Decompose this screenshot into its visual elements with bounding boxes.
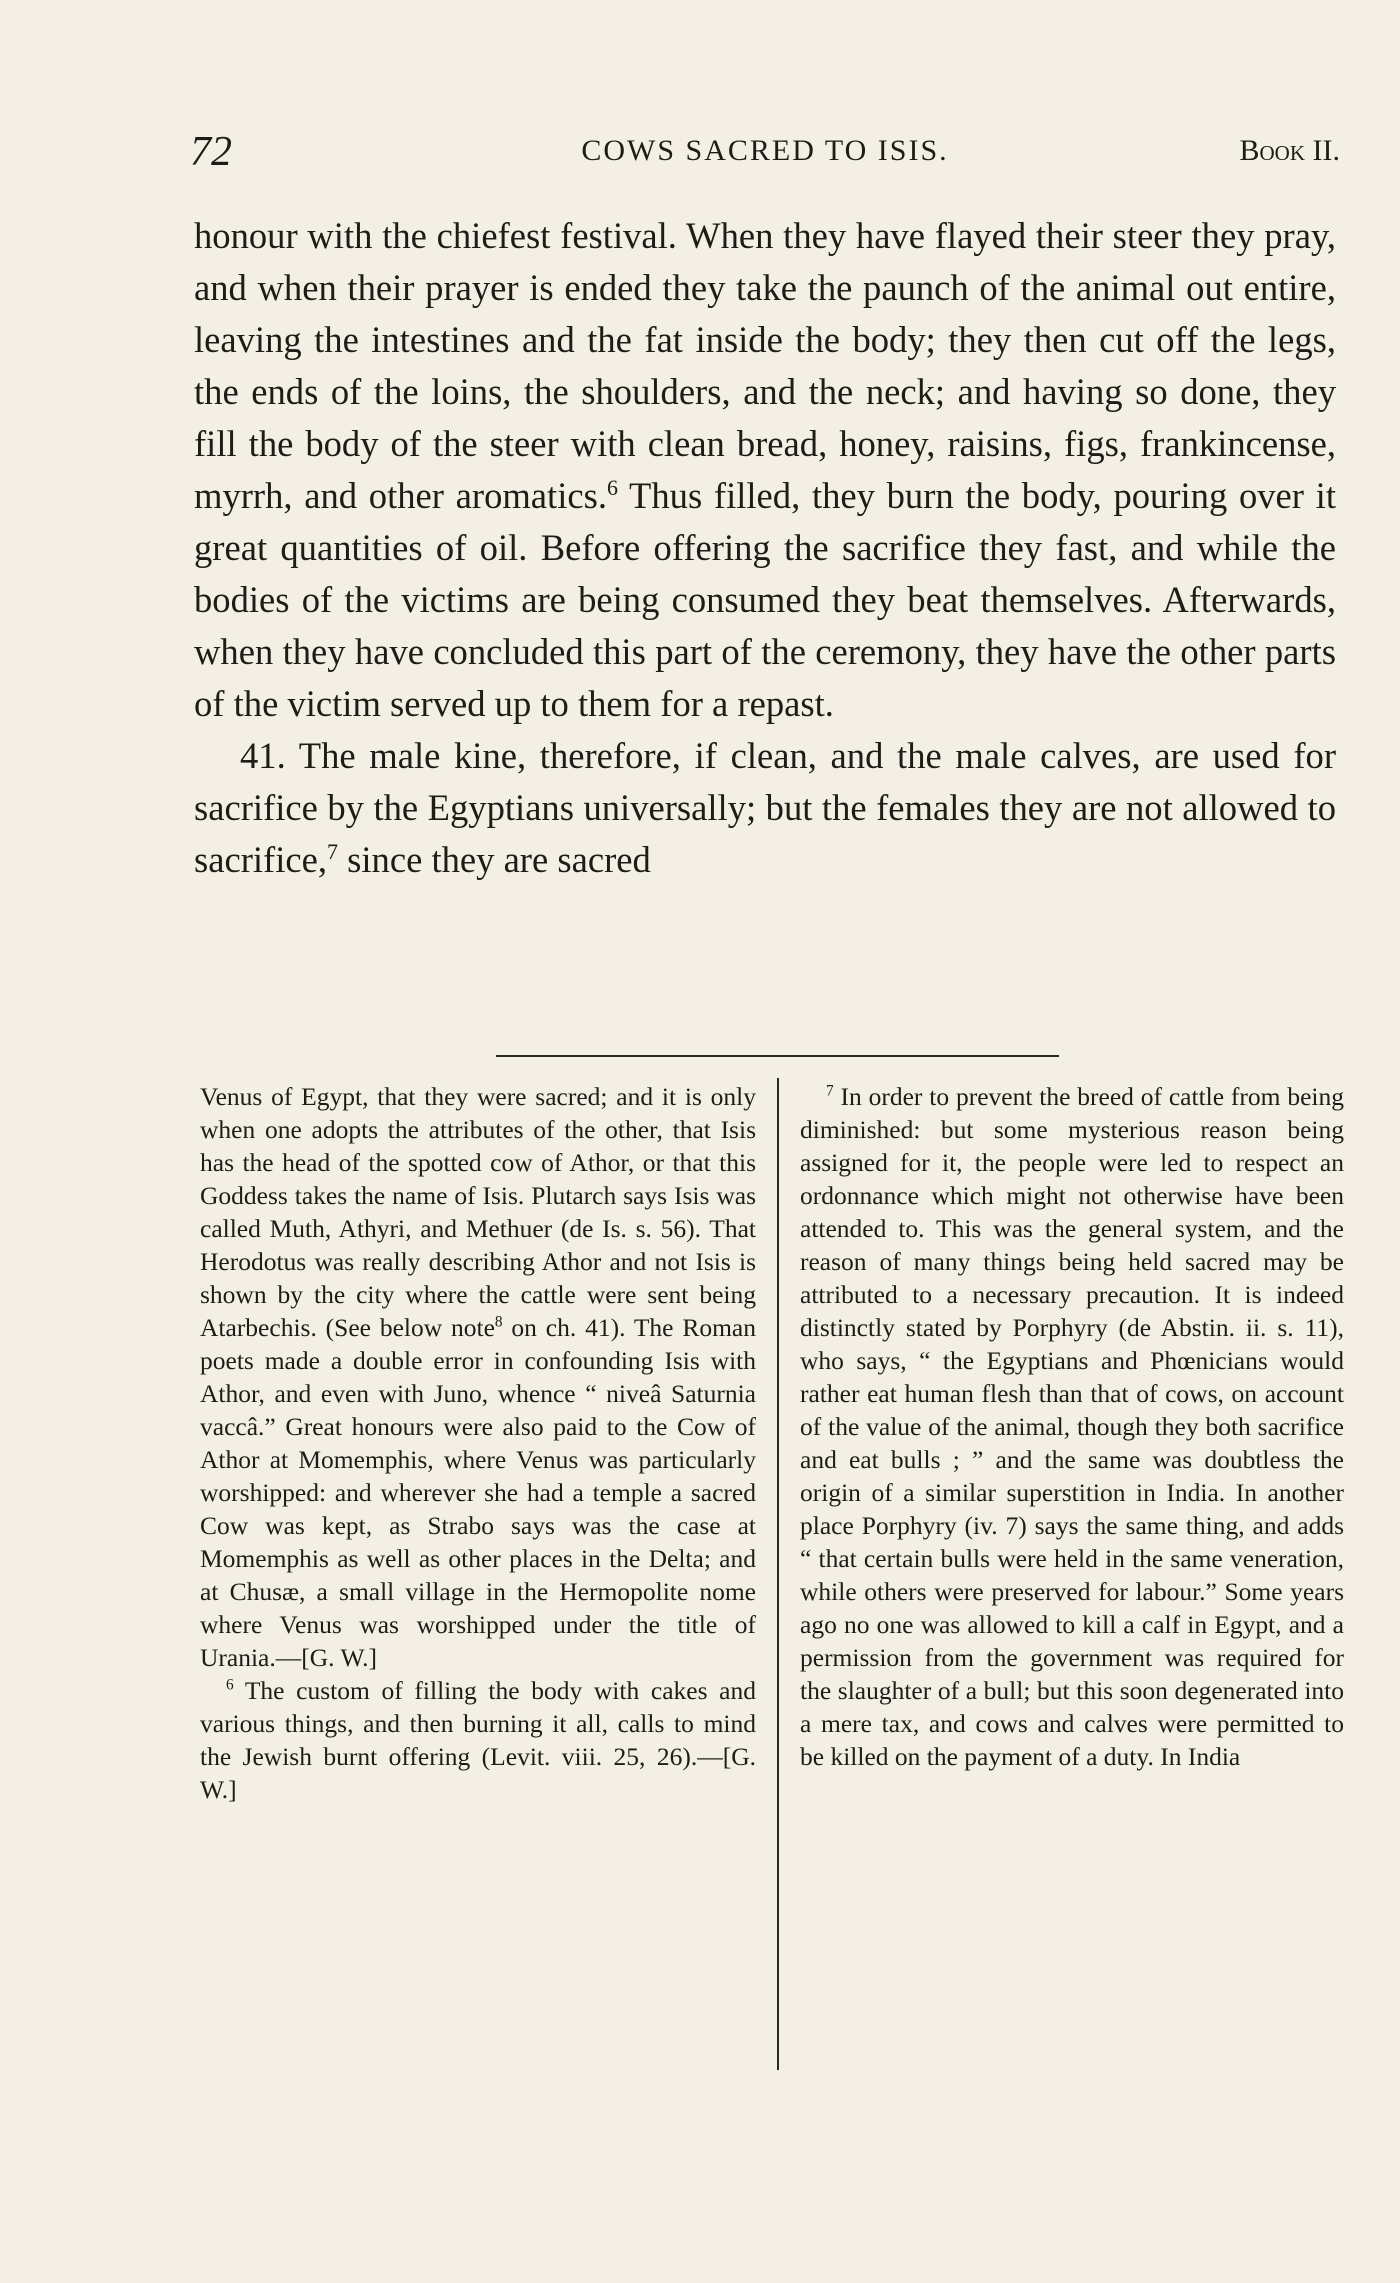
footnote-rule — [496, 1055, 1059, 1057]
footnote-number: 7 — [826, 1082, 834, 1100]
footnote-ref-6: 6 — [606, 474, 618, 500]
footnote-continued — [200, 1080, 756, 1674]
main-text — [194, 210, 1336, 886]
footnote-text: Venus of Egypt, that they were sacred; and it is only when one adopts the attributes of the other, that Isis has the head of the spotted cow of Athor, or that this Goddess takes the name of Isis. Plutarch says Isis was called Muth, Athyri, and Methuer (de Is. s. 56). That Herodotus was really describing Athor and not Isis is shown by the city where the cattle were sent being Atarbechis. (See below note — [200, 1082, 756, 1342]
paragraph-41 — [194, 730, 1336, 886]
footnote-ref-7: 7 — [327, 838, 338, 864]
paragraph-continued — [194, 210, 1336, 730]
book-label: Book II. — [1239, 134, 1340, 167]
column-divider — [777, 1078, 779, 2070]
page-number: 72 — [190, 129, 232, 175]
footnote-6 — [200, 1674, 756, 1806]
paragraph-text: honour with the chiefest festival. When they have flayed their steer they pray, and when their prayer is ended they take the paunch of the animal out entire, leaving the intestines and the fat inside the body; they then cut off the legs, the ends of the loins, the shoulders, and the neck; and having so done, they fill the body of the steer with clean bread, honey, raisins, figs, frankincense, myrrh, and other aromatics. — [194, 215, 1336, 516]
paragraph-text: 41. The male kine, therefore, if clean, and the male calves, are used for sacrifice by the Egyptians universally; but the females they are not allowed to sacrifice, — [194, 735, 1336, 880]
footnote-text: on ch. 41). The Roman poets made a double error in confounding Isis with Athor, and even with Juno, whence “ niveâ Saturnia vaccâ.” Great honours were also paid to the Cow of Athor at Momemphis, where Venus was particularly worshipped: and wherever she had a temple a sacred Cow was kept, as Strabo says was the case at Momemphis as well as other places in the Delta; and at Chusæ, a small village in the Hermopolite nome where Venus was worshipped under the title of Urania.—[G. W.] — [200, 1313, 756, 1672]
running-title: COWS SACRED TO ISIS. — [581, 134, 949, 167]
footnotes-left-column — [200, 1080, 756, 1806]
paragraph-text: since they are sacred — [338, 839, 651, 880]
footnote-number: 6 — [226, 1676, 234, 1694]
footnote-7 — [800, 1080, 1344, 1773]
running-header — [190, 128, 1340, 178]
footnote-text: The custom of filling the body with cakes and various things, and then burning it all, calls to mind the Jewish burnt offering (Levit. viii. 25, 26).—[G. W.] — [200, 1676, 756, 1804]
footnote-text: In order to prevent the breed of cattle from being diminished: but some mysterious reason being assigned for it, the people were led to respect an ordonnance which might not otherwise have been attended to. This was the general system, and the reason of many things being held sacred may be attributed to a necessary precaution. It is indeed distinctly stated by Porphyry (de Abstin. ii. s. 11), who says, “ the Egyptians and Phœnicians would rather eat human flesh than that of cows, on account of the value of the animal, though they both sacrifice and eat bulls ; ” and the same was doubtless the origin of a similar superstition in India. In another place Porphyry (iv. 7) says the same thing, and adds “ that certain bulls were held in the same veneration, while others were preserved for labour.” Some years ago no one was allowed to kill a calf in Egypt, and a permission from the government was required for the slaughter of a bull; but this soon degenerated into a mere tax, and cows and calves were permitted to be killed on the payment of a duty. In India — [800, 1082, 1344, 1771]
footnotes-right-column — [800, 1080, 1344, 1773]
footnote-ref-8: 8 — [494, 1313, 503, 1331]
paragraph-text: Thus filled, they burn the body, pouring over it great quantities of oil. Before offering the sacrifice they fast, and while the bodies of the victims are being consumed they beat themselves. Afterwards, when they have concluded this part of the ceremony, they have the other parts of the victim served up to them for a repast. — [194, 475, 1336, 724]
